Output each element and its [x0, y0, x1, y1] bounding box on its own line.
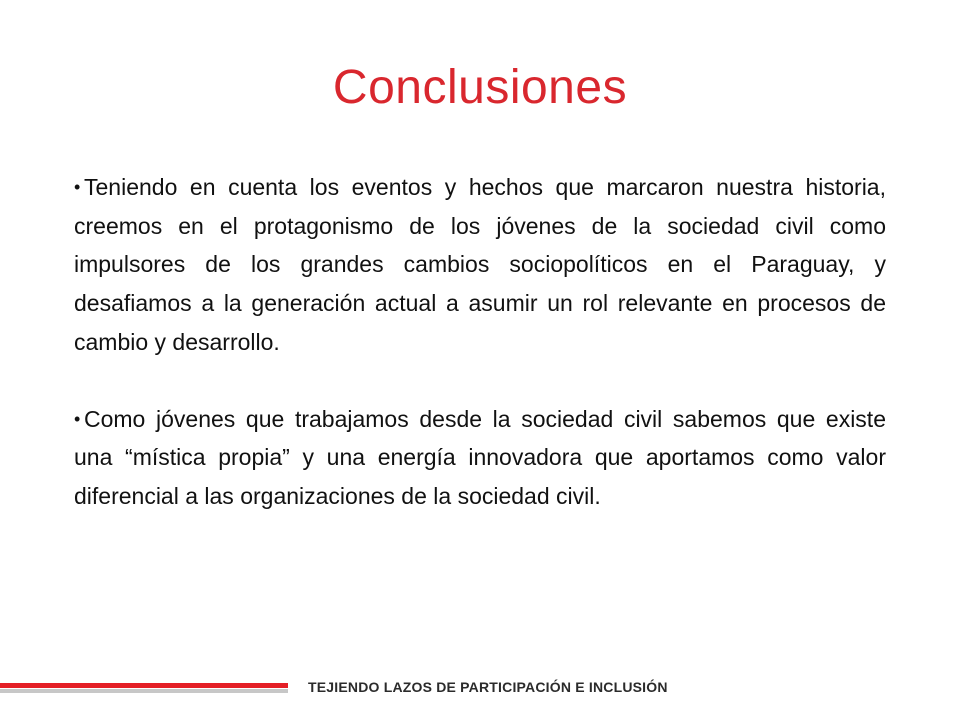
footer-tagline: TEJIENDO LAZOS DE PARTICIPACIÓN E INCLUSIÓN: [308, 679, 668, 695]
bullet-item: [74, 400, 886, 516]
bullet-text: Como jóvenes que trabajamos desde la sociedad civil sabemos que existe una “mística propia” y una energía innovadora que aportamos como valor diferencial a las organizaciones de la sociedad civil.: [74, 405, 886, 509]
footer-gray-stripe: [0, 689, 288, 693]
bullet-text: Teniendo en cuenta los eventos y hechos que marcaron nuestra historia, creemos en el protagonismo de los jóvenes de la sociedad civil como impulsores de los grandes cambios sociopolíticos en el Paraguay, y desafiamos a la generación actual a asumir un rol relevante en procesos de cambio y desarrollo.: [74, 174, 886, 355]
slide-title: Conclusiones: [332, 61, 628, 114]
bullet-icon: •: [74, 177, 81, 197]
footer: [0, 672, 960, 702]
footer-red-stripe: [0, 683, 288, 688]
footer-accent-bar: [0, 683, 288, 693]
bullet-icon: •: [74, 408, 81, 429]
bullet-item: [74, 168, 886, 362]
bullet-list: [74, 168, 886, 554]
